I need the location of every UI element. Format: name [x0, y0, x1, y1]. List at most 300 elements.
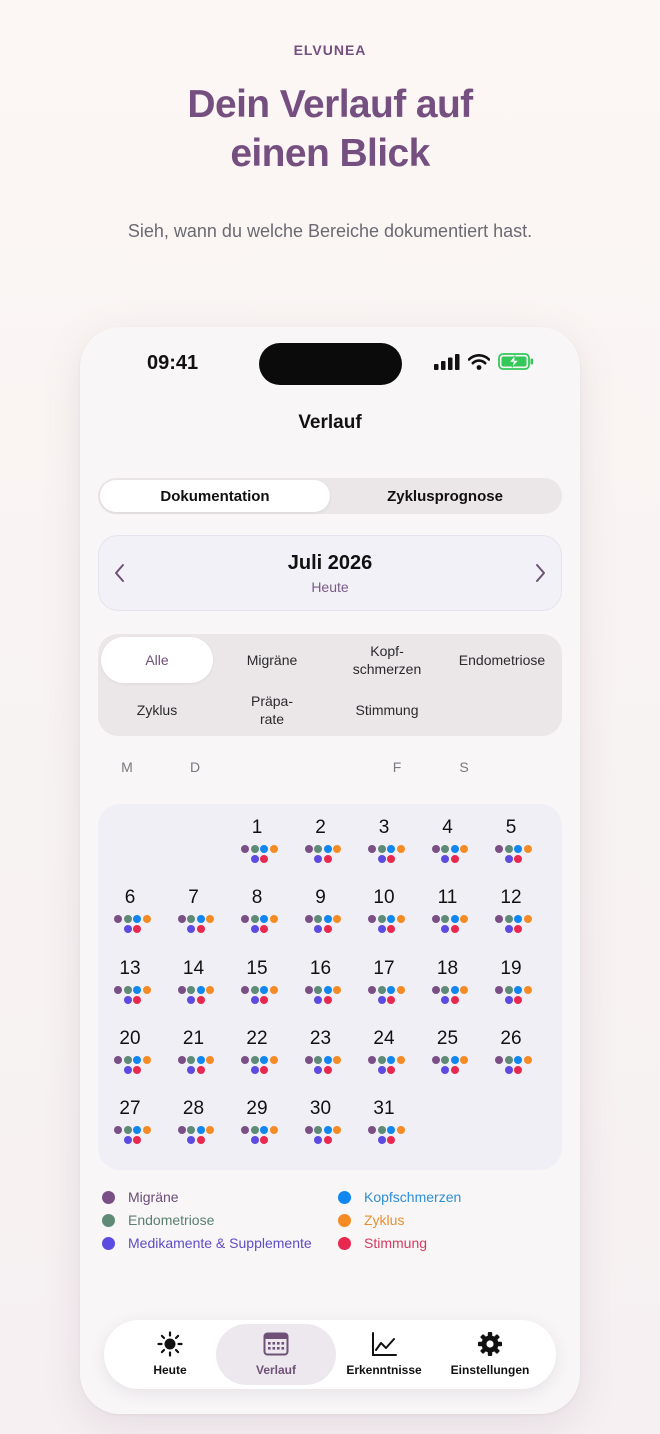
entry-dot — [124, 915, 132, 923]
entry-dot — [143, 986, 151, 994]
entry-dot — [314, 855, 322, 863]
entry-dot — [505, 1066, 513, 1074]
entry-dot — [187, 1126, 195, 1134]
entry-dot — [124, 1066, 132, 1074]
entry-dot — [397, 986, 405, 994]
entry-dot — [387, 925, 395, 933]
entry-dot — [387, 855, 395, 863]
filter-chip-alle[interactable]: Alle — [101, 637, 213, 683]
entry-dot — [133, 925, 141, 933]
entry-dot — [441, 1056, 449, 1064]
entry-dot — [333, 915, 341, 923]
day-number: 25 — [436, 1027, 459, 1049]
entry-dot — [178, 915, 186, 923]
entry-dot — [305, 845, 313, 853]
entry-dot — [187, 915, 195, 923]
entry-dot — [451, 845, 459, 853]
entry-dot — [143, 1056, 151, 1064]
entry-dot — [397, 845, 405, 853]
entry-dot — [378, 855, 386, 863]
entry-dot — [197, 1066, 205, 1074]
entry-dot — [324, 1066, 332, 1074]
entry-dot — [114, 986, 122, 994]
filter-chip-stimmung[interactable]: Stimmung — [355, 702, 419, 718]
tab-einstellungen[interactable] — [430, 1324, 550, 1385]
filter-chip-migraene[interactable]: Migräne — [246, 652, 298, 668]
month-selector — [98, 535, 562, 611]
tab-bar — [104, 1320, 556, 1389]
entry-dot — [387, 845, 395, 853]
entry-dot — [260, 1066, 268, 1074]
entry-dot — [251, 1066, 259, 1074]
entry-dot — [432, 915, 440, 923]
entry-dot — [460, 915, 468, 923]
calendar-day[interactable] — [227, 1098, 287, 1148]
entry-dot — [514, 986, 522, 994]
entry-dot — [324, 925, 332, 933]
phone-frame — [80, 327, 580, 1414]
segmented-control — [98, 478, 562, 514]
entry-dot — [378, 925, 386, 933]
entry-dot — [378, 986, 386, 994]
entry-dot — [324, 986, 332, 994]
weekday-label: D — [189, 759, 201, 775]
entry-dot — [260, 845, 268, 853]
chevron-right-icon[interactable] — [533, 562, 547, 584]
entry-dot — [187, 925, 195, 933]
day-number: 12 — [500, 887, 522, 909]
entry-dot — [114, 915, 122, 923]
entry-dot — [241, 1126, 249, 1134]
day-number: 11 — [437, 887, 458, 909]
legend-dot — [102, 1191, 115, 1204]
entry-dot — [524, 986, 532, 994]
entry-dot — [260, 996, 268, 1004]
entry-dot — [305, 915, 313, 923]
day-number: 10 — [373, 887, 395, 909]
entry-dot — [368, 915, 376, 923]
entry-dot — [387, 996, 395, 1004]
entry-dot — [378, 996, 386, 1004]
entry-dot — [378, 845, 386, 853]
entry-dot — [505, 996, 513, 1004]
entry-dot — [305, 1126, 313, 1134]
entry-dot — [441, 1066, 449, 1074]
entry-dot — [441, 925, 449, 933]
calendar-day[interactable] — [354, 817, 414, 867]
entry-dot — [324, 855, 332, 863]
entry-dot — [495, 915, 503, 923]
entry-dot — [133, 1136, 141, 1144]
legend-dot — [338, 1191, 351, 1204]
entry-dot — [124, 996, 132, 1004]
calendar-day[interactable] — [481, 887, 541, 937]
entry-dot — [505, 845, 513, 853]
day-number: 17 — [373, 957, 395, 979]
entry-dot — [124, 925, 132, 933]
entry-dot — [124, 1056, 132, 1064]
calendar-day[interactable] — [354, 1098, 414, 1148]
entry-dot — [368, 1056, 376, 1064]
entry-dot — [206, 1126, 214, 1134]
entry-dot — [270, 1126, 278, 1134]
legend — [80, 1189, 580, 1269]
dynamic-island — [259, 343, 402, 385]
signal-icon — [434, 354, 460, 370]
entry-dot — [124, 986, 132, 994]
day-number: 14 — [182, 957, 205, 979]
calendar-grid — [98, 804, 562, 1170]
entry-dot — [251, 1056, 259, 1064]
day-number: 20 — [119, 1027, 141, 1049]
legend-dot — [338, 1237, 351, 1250]
month-title: Juli 2026 — [287, 552, 373, 574]
entry-dot — [314, 1066, 322, 1074]
calendar-day[interactable] — [418, 817, 478, 867]
entry-dot — [241, 1056, 249, 1064]
entry-dot — [333, 1056, 341, 1064]
tab-verlauf[interactable] — [216, 1324, 336, 1385]
entry-dot — [514, 1056, 522, 1064]
calendar-day[interactable] — [291, 817, 351, 867]
entry-dot — [197, 996, 205, 1004]
entry-dot — [514, 845, 522, 853]
weekday-label: S — [459, 759, 469, 775]
entry-dot — [397, 1056, 405, 1064]
entry-dot — [251, 845, 259, 853]
entry-dot — [505, 986, 513, 994]
day-number: 3 — [378, 817, 390, 838]
entry-dot — [524, 1056, 532, 1064]
calendar-day[interactable] — [227, 817, 287, 867]
entry-dot — [197, 1056, 205, 1064]
tab-label: Heute — [153, 1363, 187, 1377]
entry-dot — [260, 915, 268, 923]
legend-dot — [338, 1214, 351, 1227]
entry-dot — [206, 986, 214, 994]
calendar-day[interactable] — [100, 887, 160, 937]
status-icons — [434, 353, 534, 370]
entry-dot — [260, 1136, 268, 1144]
legend-label: Stimmung — [364, 1235, 428, 1251]
day-number: 30 — [309, 1098, 332, 1120]
entry-dot — [114, 1056, 122, 1064]
segment-zyklusprognose[interactable]: Zyklusprognose — [387, 487, 503, 505]
legend-item — [338, 1235, 427, 1251]
legend-label: Migräne — [128, 1189, 179, 1205]
calendar-day[interactable] — [354, 958, 414, 1008]
entry-dot — [314, 996, 322, 1004]
entry-dot — [241, 845, 249, 853]
calendar-day[interactable] — [354, 1028, 414, 1078]
entry-dot — [378, 1056, 386, 1064]
entry-dot — [251, 1126, 259, 1134]
entry-dot — [505, 1056, 513, 1064]
entry-dot — [143, 915, 151, 923]
entry-dot — [187, 1136, 195, 1144]
entry-dot — [324, 845, 332, 853]
subline: Sieh, wann du welche Bereiche dokumentiert hast. — [127, 221, 533, 241]
entry-dot — [387, 1066, 395, 1074]
entry-dot — [114, 1126, 122, 1134]
calendar-day[interactable] — [100, 1028, 160, 1078]
entry-dot — [505, 925, 513, 933]
entry-dot — [460, 986, 468, 994]
entry-dot — [270, 1056, 278, 1064]
entry-dot — [187, 996, 195, 1004]
entry-dot — [368, 986, 376, 994]
day-number: 26 — [500, 1027, 522, 1049]
day-number: 4 — [442, 817, 453, 838]
entry-dot — [260, 986, 268, 994]
calendar-day[interactable] — [418, 1028, 478, 1078]
legend-label: Medikamente & Supplemente — [128, 1235, 312, 1251]
entry-dot — [260, 1056, 268, 1064]
entry-dot — [314, 986, 322, 994]
entry-dot — [368, 1126, 376, 1134]
entry-dot — [197, 986, 205, 994]
calendar-day[interactable] — [164, 887, 224, 937]
entry-dot — [133, 915, 141, 923]
entry-dot — [387, 1126, 395, 1134]
calendar-day[interactable] — [164, 958, 224, 1008]
weekday-header — [80, 759, 580, 779]
calendar-day[interactable] — [100, 958, 160, 1008]
entry-dot — [124, 1136, 132, 1144]
legend-dot — [102, 1214, 115, 1227]
entry-dot — [397, 1126, 405, 1134]
day-number: 18 — [436, 957, 459, 979]
weekday-label: M — [121, 759, 133, 775]
legend-item — [102, 1212, 214, 1228]
entry-dot — [368, 845, 376, 853]
entry-dot — [143, 1126, 151, 1134]
entry-dot — [305, 1056, 313, 1064]
entry-dot — [451, 1056, 459, 1064]
entry-dot — [397, 915, 405, 923]
entry-dot — [451, 855, 459, 863]
entry-dot — [187, 1056, 195, 1064]
day-number: 19 — [500, 957, 522, 979]
tab-label: Verlauf — [255, 1363, 297, 1377]
calendar-day[interactable] — [481, 958, 541, 1008]
day-number: 7 — [188, 887, 199, 909]
entry-dot — [333, 845, 341, 853]
entry-dot — [260, 1126, 268, 1134]
entry-dot — [460, 845, 468, 853]
day-number: 22 — [246, 1027, 268, 1049]
entry-dot — [197, 925, 205, 933]
sun-icon — [157, 1331, 183, 1357]
day-number: 5 — [505, 817, 517, 838]
wifi-icon — [468, 354, 490, 370]
entry-dot — [441, 996, 449, 1004]
entry-dot — [495, 1056, 503, 1064]
entry-dot — [441, 915, 449, 923]
day-number: 16 — [309, 957, 332, 979]
filter-chip-zyklus[interactable]: Zyklus — [136, 702, 178, 718]
entry-dot — [441, 855, 449, 863]
entry-dot — [524, 915, 532, 923]
entry-dot — [178, 1126, 186, 1134]
entry-dot — [260, 925, 268, 933]
weekday-label: F — [392, 759, 402, 775]
entry-dot — [441, 986, 449, 994]
legend-item — [338, 1189, 461, 1205]
legend-item — [102, 1235, 312, 1251]
filter-chip-praeparate[interactable]: Präpa- rate — [250, 693, 294, 727]
day-number: 21 — [182, 1027, 205, 1049]
entry-dot — [432, 1056, 440, 1064]
entry-dot — [251, 1136, 259, 1144]
entry-dot — [270, 986, 278, 994]
entry-dot — [133, 986, 141, 994]
entry-dot — [314, 1136, 322, 1144]
entry-dot — [441, 845, 449, 853]
headline — [0, 80, 660, 178]
entry-dot — [505, 855, 513, 863]
entry-dot — [305, 986, 313, 994]
entry-dot — [514, 855, 522, 863]
entry-dot — [387, 915, 395, 923]
entry-dot — [324, 915, 332, 923]
day-number: 24 — [373, 1027, 395, 1049]
entry-dot — [206, 1056, 214, 1064]
calendar-day[interactable] — [164, 1028, 224, 1078]
calendar-day[interactable] — [291, 958, 351, 1008]
entry-dot — [324, 1056, 332, 1064]
entry-dot — [495, 845, 503, 853]
calendar-day[interactable] — [291, 1098, 351, 1148]
entry-dot — [451, 1066, 459, 1074]
entry-dot — [387, 1056, 395, 1064]
calendar-day[interactable] — [291, 887, 351, 937]
entry-dot — [133, 996, 141, 1004]
calendar-day[interactable] — [291, 1028, 351, 1078]
tab-label: Erkenntnisse — [346, 1363, 422, 1377]
calendar-day[interactable] — [100, 1098, 160, 1148]
entry-dot — [514, 925, 522, 933]
today-link[interactable]: Heute — [311, 579, 349, 595]
page-title: Verlauf — [298, 412, 362, 433]
day-number: 8 — [251, 887, 263, 909]
entry-dot — [260, 855, 268, 863]
segment-dokumentation[interactable]: Dokumentation — [100, 480, 330, 512]
calendar-day[interactable] — [418, 958, 478, 1008]
entry-dot — [378, 1136, 386, 1144]
entry-dot — [333, 1126, 341, 1134]
entry-dot — [324, 1136, 332, 1144]
legend-label: Kopfschmerzen — [364, 1189, 462, 1205]
filter-chip-endometriose[interactable]: Endometriose — [458, 652, 546, 668]
entry-dot — [314, 925, 322, 933]
entry-dot — [387, 986, 395, 994]
brand-label: ELVUNEA — [293, 42, 367, 58]
entry-dot — [270, 845, 278, 853]
legend-item — [102, 1189, 179, 1205]
entry-dot — [314, 1126, 322, 1134]
legend-label: Endometriose — [128, 1212, 215, 1228]
entry-dot — [241, 915, 249, 923]
entry-dot — [251, 996, 259, 1004]
entry-dot — [251, 986, 259, 994]
entry-dot — [197, 1136, 205, 1144]
chart-icon — [371, 1331, 397, 1357]
calendar-icon — [263, 1331, 289, 1357]
entry-dot — [187, 1066, 195, 1074]
entry-dot — [324, 1126, 332, 1134]
entry-dot — [451, 996, 459, 1004]
entry-dot — [451, 986, 459, 994]
day-number: 29 — [246, 1098, 268, 1120]
calendar-day[interactable] — [418, 887, 478, 937]
day-number: 6 — [124, 887, 136, 909]
entry-dot — [133, 1056, 141, 1064]
entry-dot — [133, 1066, 141, 1074]
entry-dot — [133, 1126, 141, 1134]
entry-dot — [251, 915, 259, 923]
calendar-day[interactable] — [481, 1028, 541, 1078]
battery-charging-icon — [498, 353, 534, 370]
calendar-day[interactable] — [164, 1098, 224, 1148]
entry-dot — [197, 915, 205, 923]
entry-dot — [178, 986, 186, 994]
legend-label: Zyklus — [364, 1212, 405, 1228]
filter-chips — [98, 634, 562, 736]
entry-dot — [432, 986, 440, 994]
day-number: 31 — [373, 1098, 395, 1120]
day-number: 28 — [182, 1098, 205, 1120]
day-number: 9 — [315, 887, 326, 909]
entry-dot — [124, 1126, 132, 1134]
calendar-day[interactable] — [227, 958, 287, 1008]
entry-dot — [451, 925, 459, 933]
entry-dot — [495, 986, 503, 994]
entry-dot — [387, 1136, 395, 1144]
status-time: 09:41 — [147, 352, 199, 374]
calendar-day[interactable] — [354, 887, 414, 937]
entry-dot — [514, 996, 522, 1004]
tab-heute[interactable] — [110, 1324, 230, 1385]
entry-dot — [514, 915, 522, 923]
entry-dot — [378, 1066, 386, 1074]
entry-dot — [432, 845, 440, 853]
legend-item — [338, 1212, 404, 1228]
entry-dot — [206, 915, 214, 923]
entry-dot — [524, 845, 532, 853]
entry-dot — [314, 845, 322, 853]
tab-erkenntnisse[interactable] — [324, 1324, 444, 1385]
legend-dot — [102, 1237, 115, 1250]
entry-dot — [460, 1056, 468, 1064]
entry-dot — [187, 986, 195, 994]
gear-icon — [477, 1331, 503, 1357]
filter-chip-kopfschmerzen[interactable]: Kopf- schmerzen — [352, 643, 422, 677]
entry-dot — [514, 1066, 522, 1074]
calendar-day[interactable] — [227, 887, 287, 937]
entry-dot — [378, 915, 386, 923]
entry-dot — [324, 996, 332, 1004]
calendar-day[interactable] — [481, 817, 541, 867]
entry-dot — [505, 915, 513, 923]
entry-dot — [314, 915, 322, 923]
headline-line-1: Dein Verlauf auf — [187, 83, 473, 126]
entry-dot — [378, 1126, 386, 1134]
tab-label: Einstellungen — [450, 1363, 530, 1377]
calendar-day[interactable] — [227, 1028, 287, 1078]
entry-dot — [178, 1056, 186, 1064]
entry-dot — [197, 1126, 205, 1134]
